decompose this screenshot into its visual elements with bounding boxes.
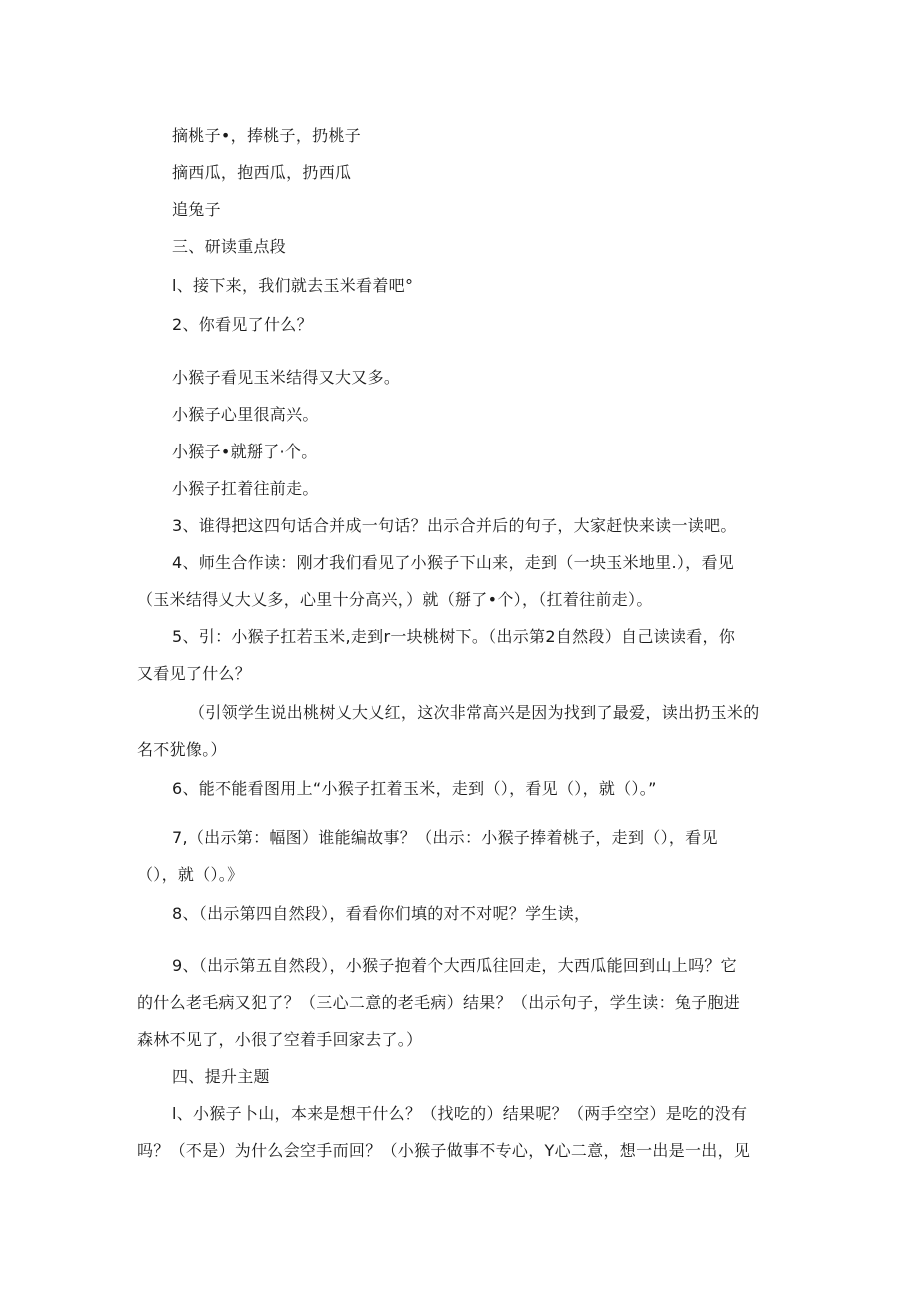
text-line: l、接下来，我们就去玉米看着吧° — [172, 276, 414, 295]
text-line: 森林不见了，小很了空着手回家去了。） — [137, 1030, 423, 1049]
text-line: l、小猴子卜山，本来是想干什么？（找吃的）结果呢？（两手空空）是吃的没有 — [172, 1104, 748, 1123]
text-line: 追兔子 — [172, 200, 221, 219]
text-line: 小猴子•就掰了·个。 — [172, 442, 318, 461]
section-heading: 三、研读重点段 — [172, 237, 287, 256]
text-line: 2、你看见了什么？ — [172, 315, 313, 334]
text-line: （），就（）。》 — [137, 865, 244, 884]
text-line: 小猴子心里很高兴。 — [172, 405, 319, 424]
text-line: 名不犹像。） — [137, 740, 227, 759]
text-line: 摘西瓜，抱西瓜，扔西瓜 — [172, 163, 352, 182]
text-line: 吗？（不是）为什么会空手而回？（小猴子做事不专心，Y心二意，想一出是一出，见 — [137, 1141, 751, 1160]
text-line: 7,（出示第：幅图）谁能编故事？（出示：小猴子捧着桃子，走到（），看见 — [172, 828, 718, 847]
text-line: 4、师生合作读：刚才我们看见了小猴子下山来，走到（一块玉米地里.），看见 — [172, 553, 735, 572]
text-line: 6、能不能看图用上“小猴子扛着玉米，走到（），看见（），就（）。” — [172, 779, 657, 798]
text-line: 小猴子扛着往前走。 — [172, 479, 319, 498]
text-line: 摘桃子•，捧桃子，扔桃子 — [172, 126, 362, 145]
text-line: 小猴子看见玉米结得又大又多。 — [172, 368, 401, 387]
text-line: 又看见了什么？ — [137, 664, 252, 683]
text-line: 9、（出示第五自然段），小猴子抱着个大西瓜往回走，大西瓜能回到山上吗？它 — [172, 956, 737, 975]
section-heading: 四、提升主题 — [172, 1067, 270, 1086]
text-line: （玉米结得乂大乂多，心里十分高兴，）就（掰了•个），（扛着往前走）。 — [137, 590, 653, 609]
text-line: （引领学生说出桃树乂大乂红，这次非常高兴是因为找到了最爱，读出扔玉米的 — [189, 703, 760, 722]
text-line: 8、（出示第四自然段），看看你们填的对不对呢？学生读， — [172, 904, 591, 923]
text-line: 3、谁得把这四句话合并成一句话？出示合并后的句子，大家赶快来读一读吧。 — [172, 516, 737, 535]
text-line: 的什么老毛病又犯了？（三心二意的老毛病）结果？（出示句子，学生读：兔子胞进 — [137, 993, 741, 1012]
text-line: 5、引：小猴子扛若玉米,走到r一块桃树下。（出示第2自然段）自己读读看，你 — [172, 627, 736, 646]
